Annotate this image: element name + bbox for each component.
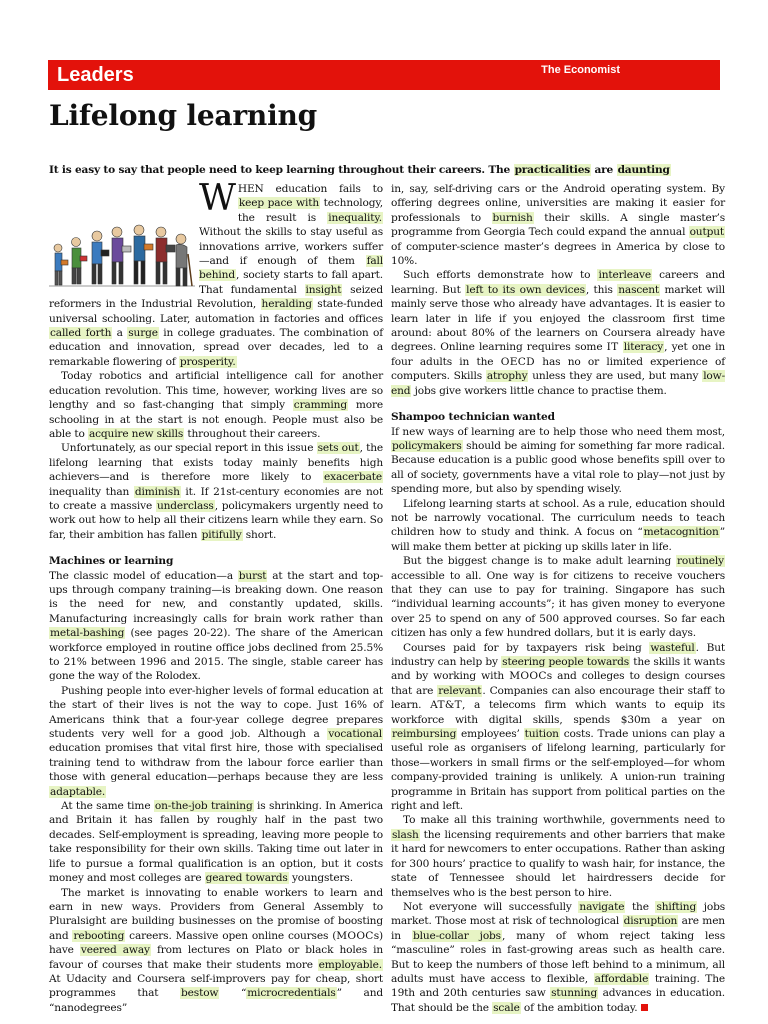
highlighted-term: blue-collar jobs bbox=[412, 929, 501, 942]
text-run: , the lifelong learning that exists today mainly benefits high achievers—and is therefore more likely to bbox=[49, 442, 383, 484]
text-run: seized reformers in the Industrial Revolution, bbox=[49, 283, 383, 311]
highlighted-term: relevant bbox=[438, 684, 482, 697]
article-rubric bbox=[49, 163, 729, 178]
text-run: jobs market. Those most at risk of technological bbox=[391, 900, 725, 928]
small-caps-text: MOOC bbox=[336, 929, 374, 942]
highlighted-term: steering people towards bbox=[502, 656, 629, 668]
highlighted-term: geared towards bbox=[205, 872, 288, 885]
highlighted-term: on-the-job training bbox=[154, 800, 253, 813]
highlighted-term: pitifully bbox=[201, 528, 242, 541]
highlighted-term: bestow bbox=[181, 987, 219, 1000]
highlighted-term: veered away bbox=[80, 944, 150, 957]
text-run: technology, the result is bbox=[237, 197, 384, 224]
text-run: jobs give workers little chance to practise them. bbox=[411, 384, 667, 397]
text-run: Such efforts demonstrate how to bbox=[403, 269, 598, 282]
highlighted-term: atrophy bbox=[486, 370, 528, 383]
text-run: it. If 21st-century economies are not to create a massive bbox=[49, 485, 383, 512]
text-run: . Companies can also encourage their staff to learn. bbox=[391, 684, 725, 712]
article-title: Lifelong learning bbox=[49, 99, 318, 132]
small-caps-text: OECD bbox=[500, 355, 535, 368]
paragraph bbox=[391, 268, 725, 398]
drop-cap: W bbox=[199, 178, 236, 219]
text-run: the licensing requirements and other barriers that make it hard for newcomers to enter occupations. Rather than asking for 300 hours’ practice to qualify to wash hair, for instance, the state of Tennessee should let hairdressers decide for themselves who is the best person to hire. bbox=[391, 828, 725, 899]
highlighted-term: slash bbox=[392, 828, 419, 841]
text-run: of the ambition today. bbox=[520, 1001, 638, 1014]
text-run: Not everyone will successfully bbox=[403, 900, 579, 913]
section-heading: Shampoo technician wanted bbox=[391, 411, 555, 424]
text-run: accessible to all. One way is for citizens to receive vouchers that they can use to pay for training. Singapore has such “individual learning accounts”; it has given money to everyone over 25 to spend on any of 500 approved courses. So far each citizen has only a few hundred dollars, but it is early days. bbox=[391, 569, 725, 640]
text-run: To make all this training worthwhile, governments need to bbox=[403, 814, 725, 827]
highlighted-term: interleave bbox=[598, 269, 651, 282]
section-banner bbox=[48, 60, 720, 90]
text-run: , yet one in four adults in the bbox=[391, 341, 725, 368]
article-column-left bbox=[49, 178, 384, 1015]
text-run: is shrinking. In America and Britain it has fallen by roughly half in the past two decades. Self-employment is spreading, leaving more people to take responsibility for their own skills. Taking time out later in life to pursue a formal qualification is an option, but it costs money and most colleges are bbox=[49, 800, 383, 885]
text-run: in, say, self-driving cars or the Android operating system. By offering degrees online, universities are making it easier for professionals to bbox=[391, 183, 725, 224]
highlighted-term: called forth bbox=[50, 327, 112, 340]
highlighted-term: insight bbox=[305, 283, 342, 296]
highlighted-term: output bbox=[689, 226, 724, 239]
text-run: Without the skills to stay useful as innovations arrive, workers suffer—and if enough of them bbox=[199, 226, 383, 268]
text-run: “ bbox=[219, 987, 247, 1000]
text-run: s and colleges to design courses that are bbox=[391, 670, 725, 697]
small-caps-text: IT bbox=[606, 341, 619, 354]
text-run: , this bbox=[585, 283, 618, 296]
paragraph bbox=[49, 684, 383, 799]
text-run: at the start and top-ups through company training—is breaking down. One reason is the need for new, and constantly updated, skills. Manufacturing increasingly calls for brain work rather than bbox=[49, 569, 383, 625]
text-run: , policymakers urgently need to work out how to help all their citizens learn while they earn. So far, their ambition has fallen bbox=[49, 499, 383, 541]
end-mark-icon bbox=[641, 1004, 648, 1011]
text-run: If new ways of learning are to help those who need them most, bbox=[391, 425, 725, 438]
text-run: more schooling in at the start is not enough. People must also be able to bbox=[49, 399, 383, 440]
text-run: the bbox=[625, 900, 656, 913]
highlighted-term: stunning bbox=[551, 987, 598, 1000]
highlighted-term: literacy bbox=[623, 341, 664, 354]
highlighted-term: metal-bashing bbox=[50, 627, 125, 640]
text-run: , a telecoms firm which wants to equip its workforce with digital skills, spends $30m a year on bbox=[391, 699, 725, 726]
highlighted-term: metacognition bbox=[643, 526, 719, 539]
highlighted-term: nascent bbox=[618, 283, 660, 296]
highlighted-term: vocational bbox=[328, 728, 382, 741]
highlighted-term: inequality. bbox=[328, 211, 382, 224]
highlighted-term: employable. bbox=[318, 958, 382, 971]
text-run: in college graduates. The combination of education and innovation, spread over decades, led to a remarkable flowering of bbox=[49, 327, 383, 368]
text-run: education promises that vital first hire, those with specialised training tend to withdraw from the labour force earlier than those with general education—perhaps because they are less bbox=[49, 742, 383, 784]
paragraph bbox=[391, 554, 725, 640]
highlighted-term: practicalities bbox=[514, 164, 591, 176]
text-run: state-funded universal schooling. Later, automation in factories and offices bbox=[49, 298, 384, 325]
highlighted-term: left to its own devices bbox=[466, 283, 585, 296]
small-caps-text: MOOC bbox=[509, 670, 547, 683]
text-run: of computer-science master’s degrees in America by close to 10%. bbox=[391, 240, 725, 268]
highlighted-term: acquire new skills bbox=[88, 427, 184, 440]
text-run: Pushing people into ever-higher levels of formal education at the start of their lives is not the way to cope. Just 16% of Americans think that a four-year college degree prepares students very well for a good job. Although a bbox=[49, 684, 383, 741]
text-run: costs. Trade unions can play a useful role as organisers of lifelong learning, particularly for those—workers in small firms or the self-employed—for whom company-provided training is unlikely. A union-run training programme in Britain has support from political parties on the right and left. bbox=[391, 728, 725, 813]
highlighted-term: keep pace with bbox=[238, 197, 319, 210]
highlighted-term: fall behind bbox=[199, 255, 383, 282]
highlighted-term: shifting bbox=[656, 900, 697, 913]
text-run: ” and “nanodegrees” bbox=[49, 987, 383, 1014]
highlighted-term: prosperity. bbox=[179, 355, 236, 368]
highlighted-term: burnish bbox=[492, 211, 533, 224]
highlighted-term: exacerbate bbox=[324, 471, 382, 484]
text-run: But the biggest change is to make adult learning bbox=[403, 555, 676, 568]
text-run: inequality than bbox=[49, 485, 134, 498]
highlighted-term: cramming bbox=[293, 399, 347, 412]
text-run: Lifelong learning starts at school. As a rule, education should not be narrowly vocational. The curriculum needs to teach children how to study and think. A focus on “ bbox=[391, 497, 725, 539]
text-run: from lectures on Plato or black holes in favour of courses that make their students more bbox=[49, 944, 384, 971]
highlighted-term: reimbursing bbox=[392, 728, 457, 741]
paragraph bbox=[391, 182, 725, 268]
highlighted-term: adaptable. bbox=[50, 785, 106, 798]
highlighted-term: daunting bbox=[617, 164, 670, 176]
paragraph bbox=[391, 425, 725, 497]
text-run: short. bbox=[242, 528, 277, 541]
text-run: ” will make them better at picking up skills later in life. bbox=[391, 526, 725, 553]
highlighted-term: scale bbox=[493, 1001, 520, 1014]
evolution-of-workers-illustration bbox=[49, 182, 195, 292]
paragraph bbox=[49, 369, 383, 441]
text-run: advances in education. That should be the bbox=[391, 987, 725, 1014]
text-run: employees’ bbox=[457, 728, 524, 741]
article-column-right bbox=[391, 182, 725, 1015]
highlighted-term: affordable bbox=[594, 972, 649, 985]
highlighted-term: wasteful bbox=[650, 641, 695, 654]
highlighted-term: rebooting bbox=[73, 929, 125, 942]
paragraph bbox=[391, 641, 725, 814]
highlighted-term: low-end bbox=[391, 370, 726, 397]
text-run: Today robotics and artificial intelligence call for another education revolution. This time, however, working lives are so lengthy and so fast-changing that simply bbox=[49, 370, 383, 412]
text-run: , many of whom reject taking less “masculine” roles in fast-growing areas such as health care. But to keep the numbers of those left behind to a minimum, all adults must have access to flexible, bbox=[391, 929, 725, 985]
text-run: HEN education fails to bbox=[237, 183, 383, 195]
text-run: The classic model of education—a bbox=[49, 569, 238, 582]
highlighted-term: routinely bbox=[676, 555, 724, 568]
text-run: a bbox=[112, 327, 128, 340]
text-run: , society starts to fall apart. That fundamental bbox=[199, 269, 383, 296]
highlighted-term: heralding bbox=[261, 298, 312, 311]
text-run: unless they are used, but many bbox=[528, 370, 703, 383]
text-run: has no or limited experience of computers. Skills bbox=[391, 355, 726, 383]
paragraph bbox=[391, 497, 725, 555]
publication-name: The Economist bbox=[541, 64, 620, 76]
highlighted-term: sets out bbox=[317, 442, 359, 455]
highlighted-term: underclass bbox=[156, 499, 214, 512]
text-run: market will mainly serve those who already have advantages. It is easier to learn later in life if you enjoyed the classroom first time around: about 80% of the learners on Coursera already have degrees. Online learning requires some bbox=[391, 283, 725, 354]
highlighted-term: policymakers bbox=[392, 439, 462, 452]
text-run: The market is innovating to enable workers to learn and earn in new ways. Providers from General Assembly to Pluralsight are building businesses on the promise of boosting and bbox=[49, 886, 383, 942]
text-run: throughout their careers. bbox=[184, 427, 321, 440]
text-run: (see pages 20-22). The share of the American workforce employed in routine office jobs declined from 25.5% to 21% between 1996 and 2015. The single, stable career has gone the way of the Rolodex. bbox=[49, 627, 383, 683]
text-run: should be aiming for something far more radical. Because education is a public good whose benefits spill over to all of society, governments have a vital role to play—not just by spending more, but also by spending wisely. bbox=[391, 439, 725, 496]
paragraph bbox=[49, 569, 383, 684]
text-run: the skills it wants and by working with bbox=[391, 656, 725, 683]
text-run: youngsters. bbox=[288, 872, 353, 885]
text-run: their skills. A single master’s programme from Georgia Tech could expand the annual bbox=[391, 211, 725, 239]
highlighted-term: diminish bbox=[134, 485, 180, 498]
text-run: Courses paid for by taxpayers risk being bbox=[403, 641, 650, 654]
text-run: careers and learning. But bbox=[391, 269, 726, 296]
paragraph bbox=[49, 886, 383, 1016]
text-run: training. The 19th and 20th centuries saw bbox=[391, 972, 725, 1000]
paragraph bbox=[391, 813, 725, 899]
paragraph bbox=[49, 441, 383, 542]
text-run: are bbox=[591, 164, 617, 176]
highlighted-term: tuition bbox=[524, 728, 559, 741]
highlighted-term: disruption bbox=[623, 915, 678, 928]
text-run: At the same time bbox=[61, 800, 154, 813]
text-run: It is easy to say that people need to keep learning throughout their careers. The bbox=[49, 164, 514, 176]
text-run: careers. Massive open online courses ( bbox=[125, 929, 337, 942]
text-run: . But industry can help by bbox=[391, 641, 725, 668]
text-run: s) have bbox=[49, 929, 383, 957]
text-run: Unfortunately, as our special report in this issue bbox=[61, 442, 317, 455]
section-label: Leaders bbox=[57, 64, 134, 86]
highlighted-term: burst bbox=[238, 569, 267, 582]
text-run: At Udacity and Coursera self-improvers pay for cheap, short programmes that bbox=[49, 972, 383, 1000]
small-caps-text: AT&T bbox=[430, 699, 462, 712]
highlighted-term: microcredentials bbox=[247, 987, 336, 1000]
highlighted-term: surge bbox=[128, 327, 158, 340]
paragraph bbox=[391, 900, 725, 1015]
text-run: are men in bbox=[391, 915, 725, 942]
paragraph bbox=[49, 799, 383, 885]
section-heading: Machines or learning bbox=[49, 555, 174, 568]
highlighted-term: navigate bbox=[579, 900, 625, 913]
